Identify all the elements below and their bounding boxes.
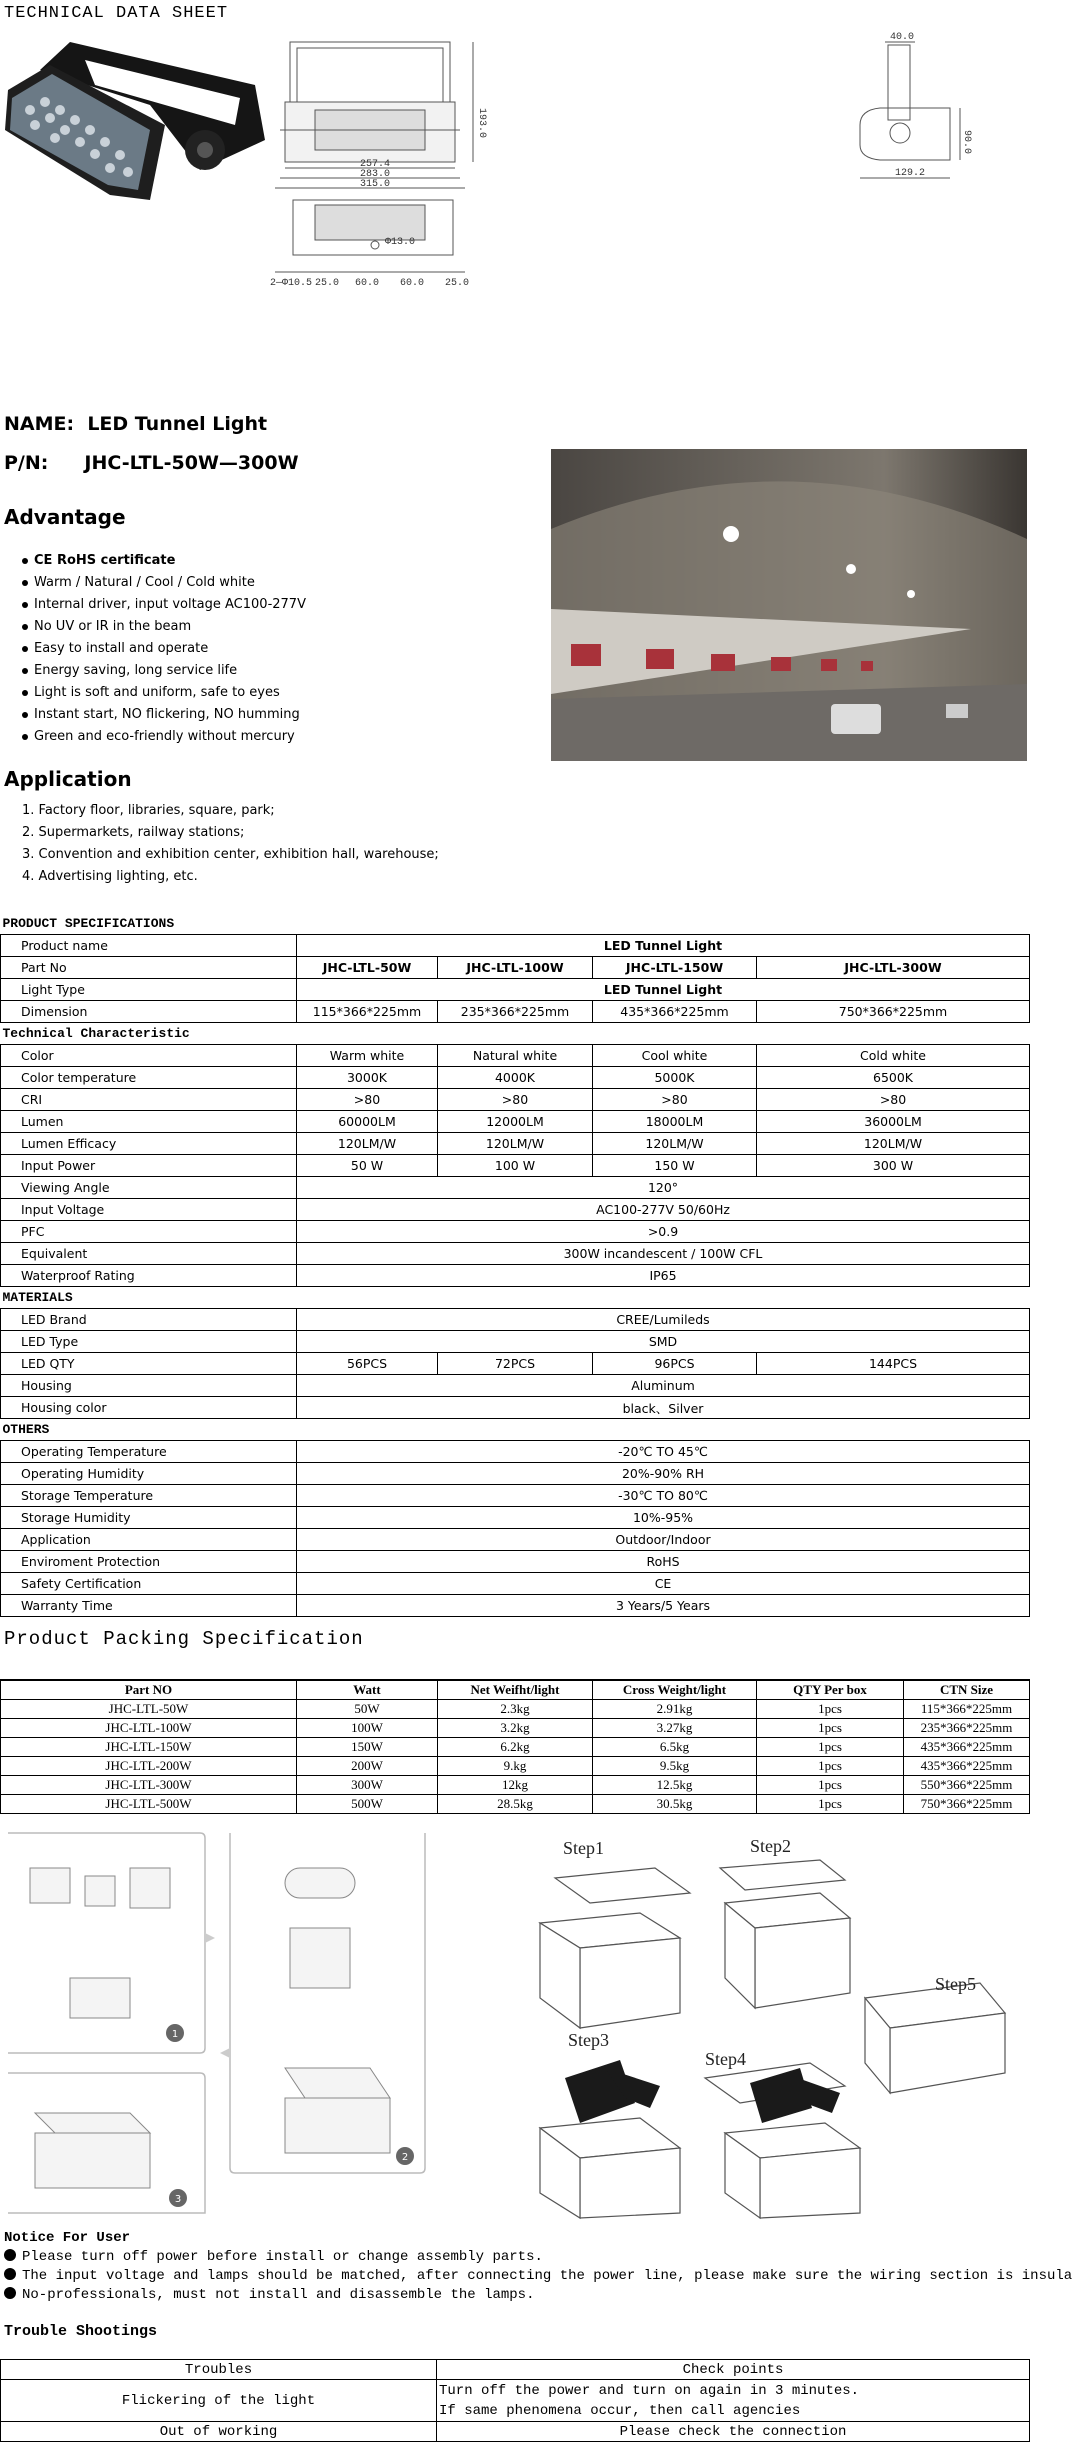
dim-193: 193.0 bbox=[476, 108, 487, 139]
list-item: No UV or IR in the beam bbox=[22, 616, 306, 638]
step3-label: Step3 bbox=[568, 2030, 610, 2050]
list-item: Green and eco-friendly without mercury bbox=[22, 726, 306, 748]
table-row: Application Outdoor/Indoor bbox=[1, 1529, 1030, 1551]
table-row: Light Type LED Tunnel Light bbox=[1, 979, 1030, 1001]
table-row: JHC-LTL-100W 100W 3.2kg 3.27kg 1pcs 235*366*225mm bbox=[1, 1719, 1030, 1738]
table-row: Storage Humidity 10%-95% bbox=[1, 1507, 1030, 1529]
table-row: PFC >0.9 bbox=[1, 1221, 1030, 1243]
step1-label: Step1 bbox=[563, 1838, 605, 1858]
table-row: Product name LED Tunnel Light bbox=[1, 935, 1030, 957]
step4-label: Step4 bbox=[705, 2049, 747, 2069]
table-row: Input Voltage AC100-277V 50/60Hz bbox=[1, 1199, 1030, 1221]
list-item: Please turn off power before install or change assembly parts. bbox=[4, 2248, 1029, 2267]
list-item: Energy saving, long service life bbox=[22, 660, 306, 682]
page-title: TECHNICAL DATA SHEET bbox=[4, 4, 229, 23]
list-item: No-professionals, must not install and disassemble the lamps. bbox=[4, 2286, 1029, 2305]
list-item: The input voltage and lamps should be matched, after connecting the power line, please make sure the wiring section is insula bbox=[4, 2267, 1029, 2286]
dim-60b: 60.0 bbox=[400, 278, 425, 289]
pn-label: P/N: bbox=[4, 452, 49, 474]
table-row: Flickering of the light Turn off the power and turn on again in 3 minutes. If same phenomena occur, then call agencies bbox=[1, 2380, 1030, 2422]
section-others: OTHERS bbox=[2, 1422, 50, 1437]
product-photo bbox=[0, 30, 275, 205]
notice-title: Notice For User bbox=[4, 2230, 131, 2246]
table-row: JHC-LTL-500W 500W 28.5kg 30.5kg 1pcs 750*366*225mm bbox=[1, 1795, 1030, 1814]
step5-label: Step5 bbox=[935, 1974, 977, 1994]
table-row: Housing Aluminum bbox=[1, 1375, 1030, 1397]
list-item: Instant start, NO flickering, NO humming bbox=[22, 704, 306, 726]
notice-list bbox=[4, 2248, 1072, 2305]
table-row: Out of working Please check the connection bbox=[1, 2422, 1030, 2442]
section-product-specs: PRODUCT SPECIFICATIONS bbox=[2, 916, 175, 931]
side-view-drawing bbox=[840, 30, 1029, 290]
table-row: Warranty Time 3 Years/5 Years bbox=[1, 1595, 1030, 1617]
step2-label: Step2 bbox=[750, 1836, 792, 1856]
table-row: LED Type SMD bbox=[1, 1331, 1030, 1353]
trouble-table bbox=[0, 2359, 1030, 2442]
table-row: JHC-LTL-300W 300W 12kg 12.5kg 1pcs 550*366*225mm bbox=[1, 1776, 1030, 1795]
list-item: Internal driver, input voltage AC100-277V bbox=[22, 594, 306, 616]
dim-90: 90.0 bbox=[961, 130, 972, 155]
step-circle-1: 1 bbox=[171, 2029, 179, 2040]
table-row: Operating Humidity 20%-90% RH bbox=[1, 1463, 1030, 1485]
name-value: LED Tunnel Light bbox=[87, 413, 268, 435]
table-header-row: Part NO Watt Net Weifht/light Cross Weight/light QTY Per box CTN Size bbox=[1, 1680, 1030, 1700]
table-row: Storage Temperature -30℃ TO 80℃ bbox=[1, 1485, 1030, 1507]
table-row: Safety Certification CE bbox=[1, 1573, 1030, 1595]
application-list bbox=[22, 800, 439, 888]
part-number bbox=[4, 452, 299, 474]
specifications-table bbox=[0, 913, 1030, 1617]
dim-25b: 25.0 bbox=[445, 278, 470, 289]
list-item: Warm / Natural / Cool / Cold white bbox=[22, 572, 306, 594]
packing-steps-illustration bbox=[0, 1828, 1029, 2218]
application-title: Application bbox=[4, 767, 132, 791]
table-row: Housing color black、Silver bbox=[1, 1397, 1030, 1419]
dim-283: 283.0 bbox=[360, 169, 391, 180]
table-row: JHC-LTL-200W 200W 9.kg 9.5kg 1pcs 435*366*225mm bbox=[1, 1757, 1030, 1776]
dim-phi13: Φ13.0 bbox=[385, 237, 416, 248]
advantage-title: Advantage bbox=[4, 505, 126, 529]
dim-315: 315.0 bbox=[360, 179, 391, 190]
product-name bbox=[4, 413, 267, 435]
step-circle-3: 3 bbox=[174, 2194, 182, 2205]
list-item: 2. Supermarkets, railway stations; bbox=[22, 825, 245, 840]
dim-40: 40.0 bbox=[890, 32, 915, 43]
name-label: NAME: bbox=[4, 413, 75, 435]
table-row: Color temperature 3000K 4000K 5000K 6500K bbox=[1, 1067, 1030, 1089]
packing-title: Product Packing Specification bbox=[4, 1628, 364, 1650]
dim-25a: 25.0 bbox=[315, 278, 340, 289]
list-item: CE RoHS certificate bbox=[22, 550, 306, 572]
table-row: Viewing Angle 120° bbox=[1, 1177, 1030, 1199]
dim-60a: 60.0 bbox=[355, 278, 380, 289]
tunnel-photo bbox=[551, 449, 1027, 761]
dim-129: 129.2 bbox=[895, 168, 926, 179]
table-row: Dimension 115*366*225mm 235*366*225mm 435*366*225mm 750*366*225mm bbox=[1, 1001, 1030, 1023]
table-row: JHC-LTL-50W 50W 2.3kg 2.91kg 1pcs 115*366*225mm bbox=[1, 1700, 1030, 1719]
table-row: Equivalent 300W incandescent / 100W CFL bbox=[1, 1243, 1030, 1265]
table-row: Waterproof Rating IP65 bbox=[1, 1265, 1030, 1287]
list-item: 1. Factory floor, libraries, square, park; bbox=[22, 803, 275, 818]
trouble-title: Trouble Shootings bbox=[4, 2323, 158, 2340]
list-item: 4. Advertising lighting, etc. bbox=[22, 869, 198, 884]
dim-257: 257.4 bbox=[360, 159, 391, 170]
dim-phi105: 2—Φ10.5 bbox=[270, 278, 313, 289]
step-circle-2: 2 bbox=[401, 2152, 409, 2163]
section-materials: MATERIALS bbox=[2, 1290, 73, 1305]
table-row: LED Brand CREE/Lumileds bbox=[1, 1309, 1030, 1331]
table-row: Lumen 60000LM 12000LM 18000LM 36000LM bbox=[1, 1111, 1030, 1133]
front-view-drawing bbox=[270, 30, 505, 290]
advantage-list bbox=[22, 550, 306, 748]
list-item: 3. Convention and exhibition center, exhibition hall, warehouse; bbox=[22, 847, 439, 862]
list-item: Light is soft and uniform, safe to eyes bbox=[22, 682, 306, 704]
table-row: Enviroment Protection RoHS bbox=[1, 1551, 1030, 1573]
table-row: CRI >80 >80 >80 >80 bbox=[1, 1089, 1030, 1111]
table-row: Lumen Efficacy 120LM/W 120LM/W 120LM/W 120LM/W bbox=[1, 1133, 1030, 1155]
packing-table bbox=[0, 1679, 1030, 1814]
pn-value: JHC-LTL-50W—300W bbox=[84, 452, 299, 474]
section-technical: Technical Characteristic bbox=[2, 1026, 190, 1041]
table-row: Operating Temperature -20℃ TO 45℃ bbox=[1, 1441, 1030, 1463]
table-row: JHC-LTL-150W 150W 6.2kg 6.5kg 1pcs 435*366*225mm bbox=[1, 1738, 1030, 1757]
list-item: Easy to install and operate bbox=[22, 638, 306, 660]
table-row: Input Power 50 W 100 W 150 W 300 W bbox=[1, 1155, 1030, 1177]
table-row: LED QTY 56PCS 72PCS 96PCS 144PCS bbox=[1, 1353, 1030, 1375]
table-header-row: Troubles Check points bbox=[1, 2360, 1030, 2380]
table-row: Color Warm white Natural white Cool white Cold white bbox=[1, 1045, 1030, 1067]
table-row: Part No JHC-LTL-50W JHC-LTL-100W JHC-LTL-150W JHC-LTL-300W bbox=[1, 957, 1030, 979]
